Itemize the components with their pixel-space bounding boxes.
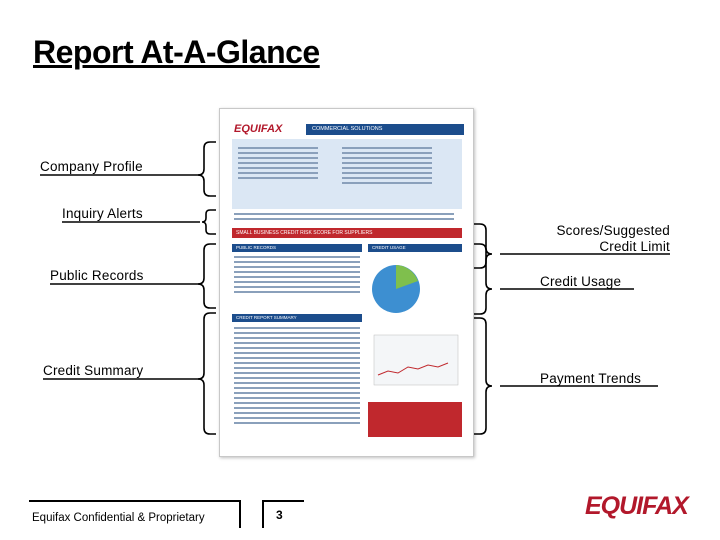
label-public-records: Public Records <box>50 268 144 283</box>
page-number: 3 <box>276 508 283 522</box>
bracket-credit-summary <box>198 313 216 434</box>
bracket-scores <box>474 224 492 268</box>
bracket-inquiry-alerts <box>202 210 216 234</box>
label-scores-line1: Scores/Suggested <box>556 223 670 238</box>
report-credit-usage-header: CREDIT USAGE <box>368 244 462 252</box>
report-public-records-header: PUBLIC RECORDS <box>232 244 362 252</box>
equifax-logo: EQUIFAX <box>585 492 688 520</box>
report-summary-header: CREDIT REPORT SUMMARY <box>232 314 362 322</box>
bracket-public-records <box>198 244 216 308</box>
bracket-payment-trends <box>474 318 492 434</box>
report-score-bar: SMALL BUSINESS CREDIT RISK SCORE FOR SUPPLIERS <box>232 228 462 238</box>
label-inquiry-alerts: Inquiry Alerts <box>62 206 143 221</box>
footer-confidential: Equifax Confidential & Proprietary <box>32 512 205 524</box>
page-number-box <box>262 500 304 528</box>
label-company-profile: Company Profile <box>40 159 143 174</box>
bracket-company-profile <box>198 142 216 196</box>
label-credit-summary: Credit Summary <box>43 363 144 378</box>
label-scores-line2: Credit Limit <box>599 239 670 254</box>
page-title: Report At-A-Glance <box>33 34 320 70</box>
report-logo: EQUIFAX <box>234 123 283 135</box>
label-credit-usage: Credit Usage <box>540 274 622 289</box>
label-payment-trends: Payment Trends <box>540 371 642 386</box>
report-banner: COMMERCIAL SOLUTIONS <box>306 124 464 135</box>
